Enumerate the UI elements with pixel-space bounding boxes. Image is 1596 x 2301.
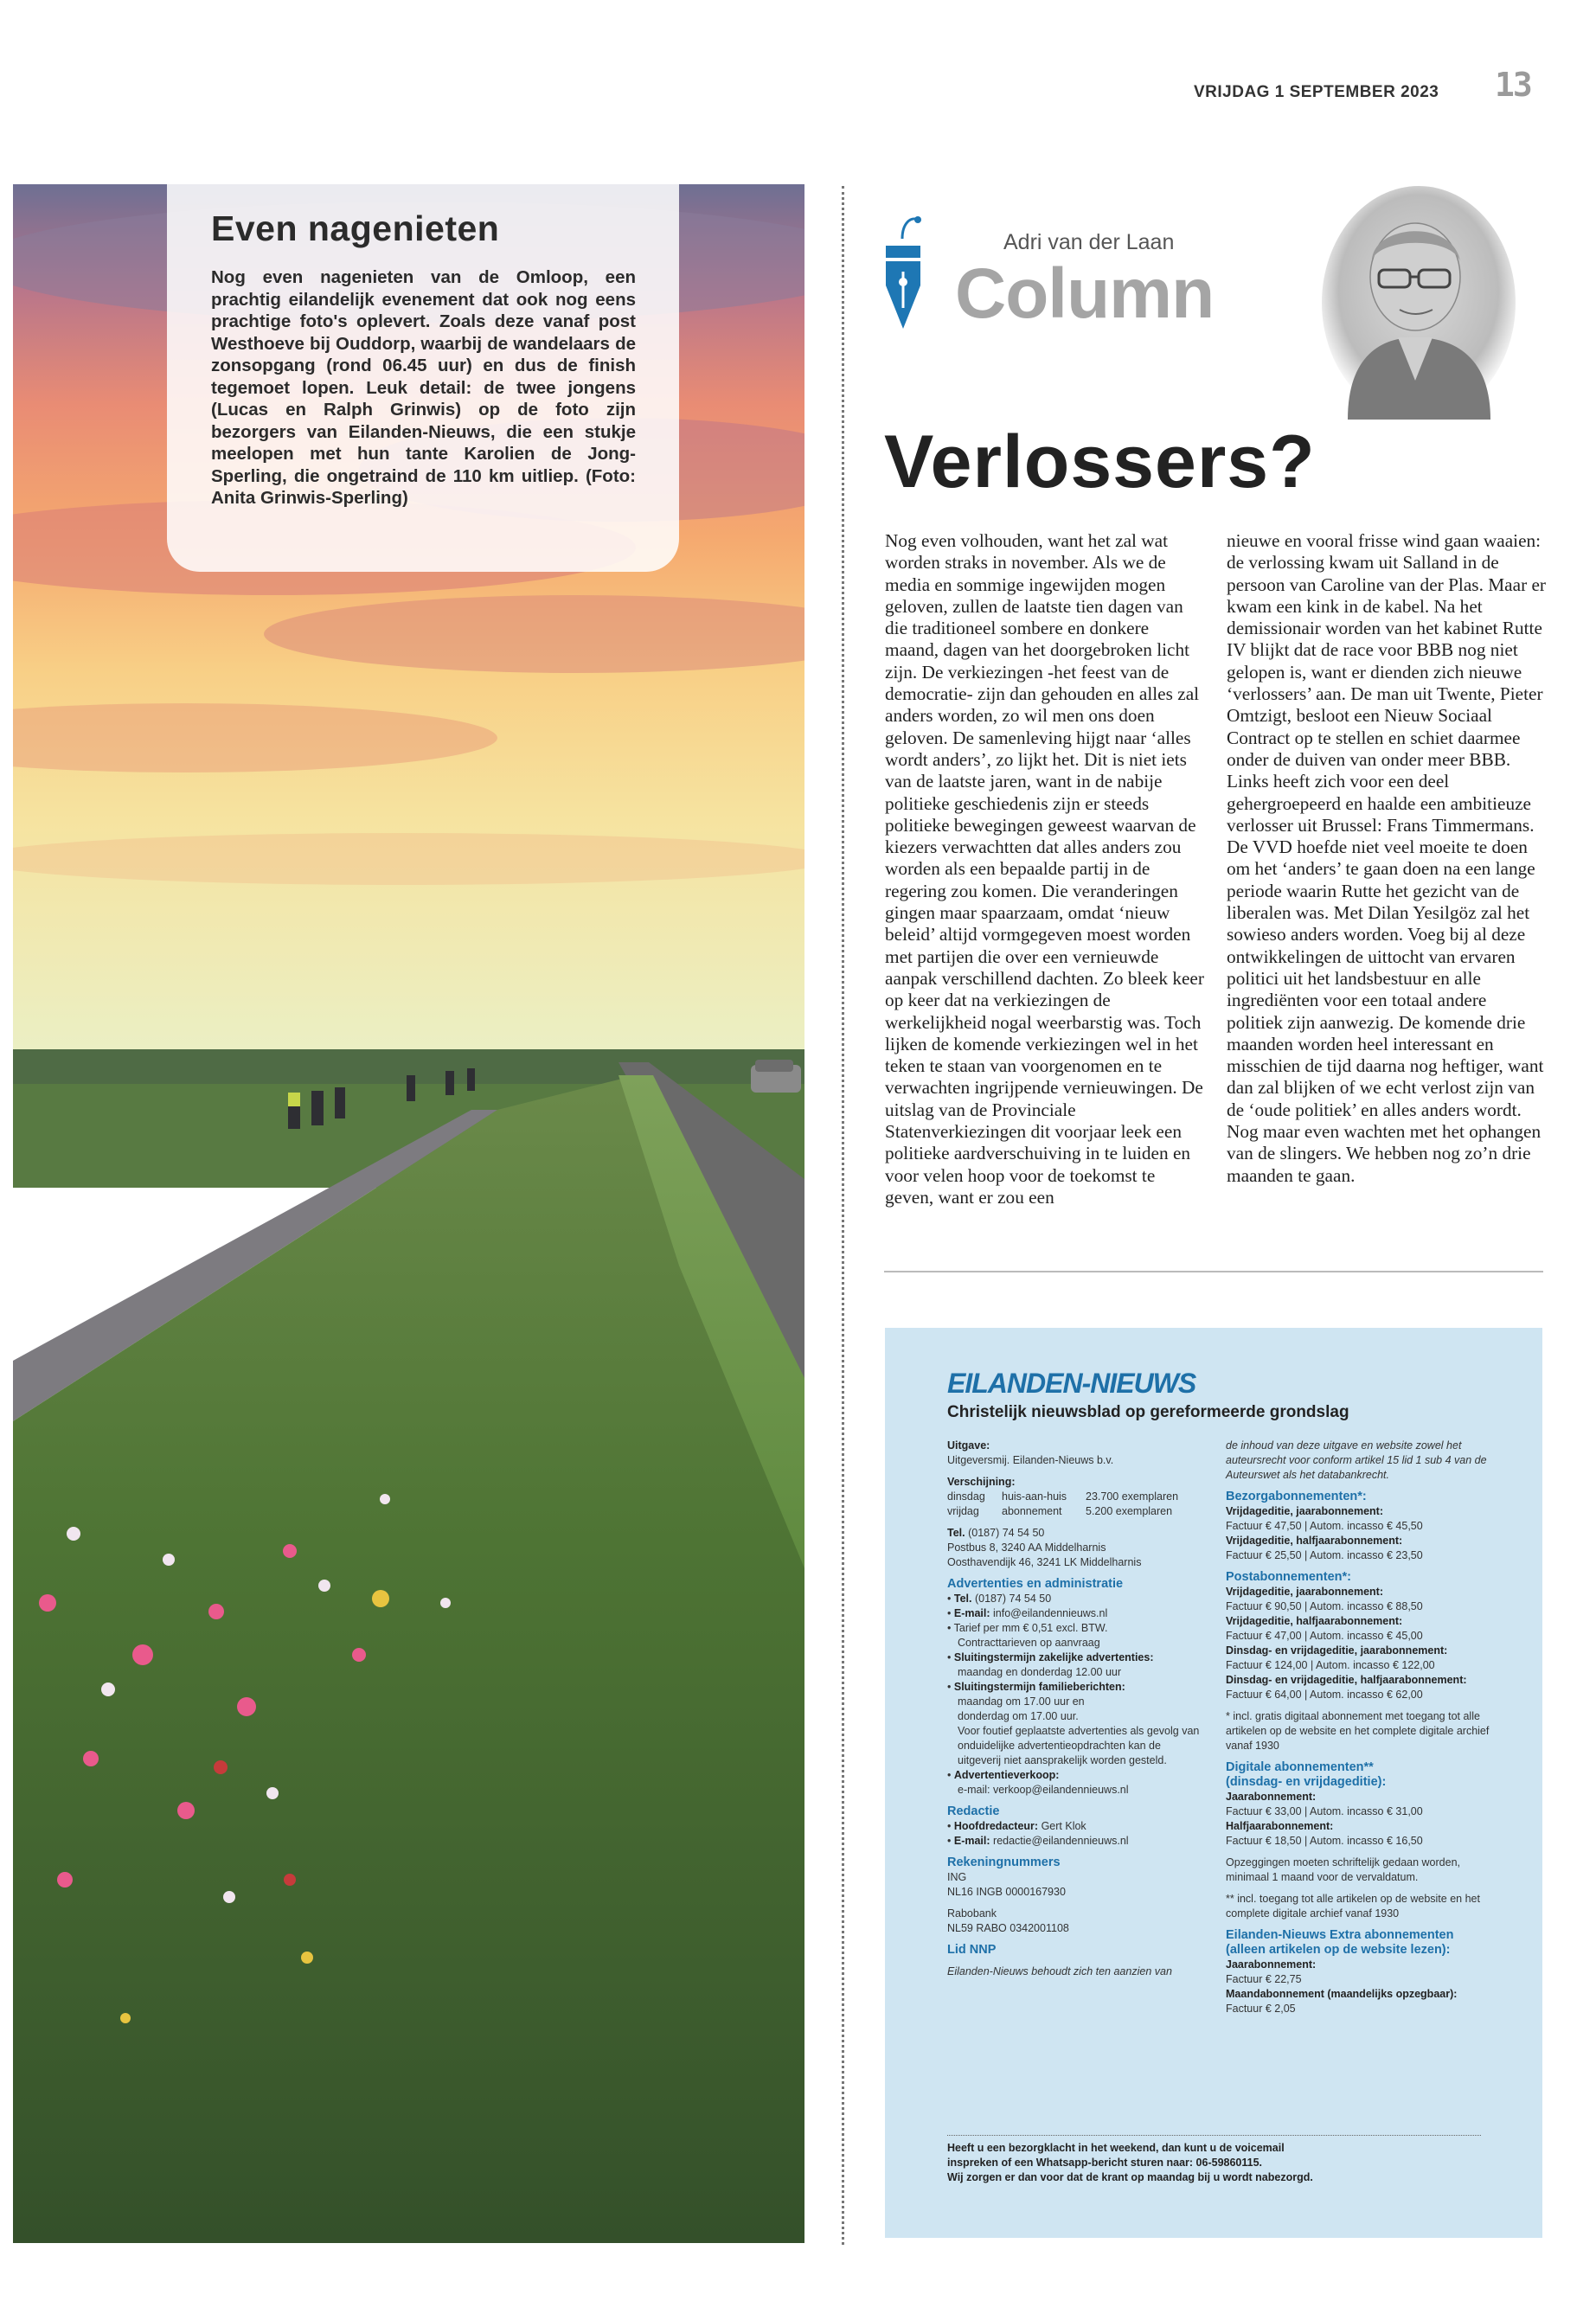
colophon-left-column: Uitgave: Uitgeversmij. Eilanden-Nieuws b.v. Verschijning: dinsdag huis-aan-huis 23.700 exemplaren vrijdag abonnement 5.200 exemplaren Tel. (0187) 74 54 50 Postbus 8, 3240 AA Middelharnis Oosthavendijk 46, 3241 LK Middelharnis Advertenties en administratie • Tel. (0187) 74 54 50 • E-mail: info@eilandennieuws.nl • Tarief per mm € 0,51 excl. BTW. Contracttarieven op aanvraag • Sluitingstermijn zakelijke advertenties: maandag en donderdag 12.00 uur • Sluitingstermijn familieberichten: maandag om 17.00 uur en donderdag om 17.00 uur. Voor foutief geplaatste advertenties als gevolg van onduidelijke advertentieopdrachten kan de uitgeverij niet aansprakelijk worden gesteld. • Advertentieverkoop: e-mail: verkoop@eilandennieuws.nl Redactie • Hoofdredacteur: Gert Klok • E-mail: redactie@eilandennieuws.nl Rekeningnummers ING NL16 INGB 0000167930 Rabobank NL59 RABO 0342001108 Lid NNP Eilanden-Nieuws behoudt zich ten aanzien van [947,1439,1207,1979]
adv-heading: Advertenties en administratie [947,1577,1124,1591]
uitgave-value: Uitgeversmij. Eilanden-Nieuws b.v. [947,1454,1114,1466]
brand-logo: EILANDEN-NIEUWS [947,1368,1196,1399]
caption-title: Even nagenieten [211,208,500,248]
colophon-right-column: de inhoud van deze uitgave en website zowel het auteursrecht voor conform artikel 15 lid 1 sub 4 van de Auteurswet als het databankrecht. Bezorgabonnementen*: Vrijdageditie, jaarabonnement: Factuur € 47,50 | Autom. incasso € 45,50 Vrijdageditie, halfjaarabonnement: Factuur € 25,50 | Autom. incasso € 23,50 Postabonnementen*: Vrijdageditie, jaarabonnement: Factuur € 90,50 | Autom. incasso € 88,50 Vrijdageditie, halfjaarabonnement: Factuur € 47,00 | Autom. incasso € 45,00 Dinsdag- en vrijdageditie, jaarabonnement: Factuur € 124,00 | Autom. incasso € 122,00 Dinsdag- en vrijdageditie, halfjaarabonnement: Factuur € 64,00 | Autom. incasso € 62,00 * incl. gratis digitaal abonnement met toegang tot alle artikelen op de website en het complete digitale archief vanaf 1930 Digitale abonnementen** (dinsdag- en vrijdageditie): Jaarabonnement: Factuur € 33,00 | Autom. incasso € 31,00 Halfjaarabonnement: Factuur € 18,50 | Autom. incasso € 16,50 Opzeggingen moeten schriftelijk gedaan worden, minimaal 1 maand voor de vervaldatum. ** incl. toegang tot alle artikelen op de website en het complete digitale archief vanaf 1930 Eilanden-Nieuws Extra abonnementen (alleen artikelen op de website lezen): Jaarabonnement: Factuur € 22,75 Maandabonnement (maandelijks opzegbaar): Factuur € 2,05 [1226,1439,1498,2016]
page-number: 13 [1495,66,1531,104]
verschijning-row: dinsdag huis-aan-huis 23.700 exemplaren [947,1490,1179,1503]
author-portrait [1322,182,1516,420]
redactie-heading: Redactie [947,1804,1000,1818]
verschijning-label: Verschijning: [947,1476,1016,1488]
photo-caption-box [167,184,679,572]
bezorg-heading: Bezorgabonnementen*: [1226,1490,1367,1503]
page-date: VRIJDAG 1 SEPTEMBER 2023 [1194,83,1439,101]
fountain-pen-icon [883,206,931,340]
adv-email-link[interactable]: info@eilandennieuws.nl [993,1607,1108,1619]
colophon-footer: Heeft u een bezorgklacht in het weekend, dan kunt u de voicemail inspreken of een Whatsapp-bericht sturen naar: 06-59860115. Wij zorgen er dan voor dat de krant op maandag bij u wordt nabezorgd. [947,2142,1313,2183]
nnp-heading: Lid NNP [947,1943,997,1957]
digitaal-heading: Digitale abonnementen** (dinsdag- en vrijdageditie): [1226,1760,1387,1789]
address-line: Oosthavendijk 46, 3241 LK Middelharnis [947,1556,1142,1568]
uitgave-label: Uitgave: [947,1439,990,1452]
column-headline: Verlossers? [884,420,1316,503]
nnp-text: Eilanden-Nieuws behoudt zich ten aanzien van [947,1965,1172,1977]
tel-label: Tel. [947,1527,965,1539]
extra-heading: Eilanden-Nieuws Extra abonnementen (alleen artikelen op de website lezen): [1226,1928,1454,1957]
rekening-heading: Rekeningnummers [947,1856,1061,1869]
column-author: Adri van der Laan [1003,230,1175,254]
rights-text: de inhoud van deze uitgave en website zowel het auteursrecht voor conform artikel 15 lid 1 sub 4 van de Auteurswet als het databankrecht. [1226,1439,1487,1481]
verkoop-email-link[interactable]: e-mail: verkoop@eilandennieuws.nl [958,1784,1129,1796]
brand-subtitle: Christelijk nieuwsblad op gereformeerde grondslag [947,1403,1349,1421]
tel-value: (0187) 74 54 50 [968,1527,1045,1539]
column-text-right: nieuwe en vooral frisse wind gaan waaien: de verlossing kwam uit Salland in de persoon van Caroline van der Plas. Maar er kwam een kink in de kabel. Na het demissionair worden van het kabinet Rutte IV blijkt dat de race voor BBB nog niet gelopen is, want er dienden zich nieuwe ‘verlossers’ aan. De man uit Twente, Pieter Omtzigt, besloot een Nieuw Sociaal Contract op te stellen en schiet daarmee onder de duiven van onder meer BBB. Links heeft zich voor een deel gehergroepeerd en haalde een ambitieuze verlosser uit Brussel: Frans Timmermans. De VVD hoefde niet veel moeite te doen om het ‘anders’ te gaan doen na een lange periode waarin Rutte het gezicht van de liberalen was. Met Dilan Yesilgöz zal het sowieso anders worden. Voeg bij al deze ontwikkelingen de uittocht van ervaren politici uit het landsbestuur en alle ingrediënten voor een totaal andere politiek zijn aanwezig. De komende drie maanden worden heel interessant en misschien de tijd daarna nog heftiger, want dan zal blijken of we echt verlost zijn van de ‘oude politiek’ en alles anders wordt. Nog maar even wachten met het ophangen van de slingers. We hebben nog zo’n drie maanden te gaan. [1227,530,1547,1186]
column-divider [842,186,844,2245]
section-divider [884,1271,1543,1272]
address-line: Postbus 8, 3240 AA Middelharnis [947,1541,1106,1554]
column-label: Column [955,254,1215,333]
caption-text: Nog even nagenieten van de Omloop, een prachtig eilandelijk evenement dat ook nog eens prachtige foto's oplevert. Zoals deze vanaf post Westhoeve bij Ouddorp, waarbij de wandelaars de zonsopgang (rond 06.45 uur) en dus de finish tegemoet lopen. Leuk detail: de twee jongens (Lucas en Ralph Grinwis) op de foto zijn bezorgers van Eilanden-Nieuws, die een stukje meelopen met hun tante Karolien de Jong-Sperling, die ongetraind de 110 km uitliep. (Foto: Anita Grinwis-Sperling) [211,267,636,508]
colophon-footer-divider [947,2135,1481,2136]
redactie-email-link[interactable]: redactie@eilandennieuws.nl [993,1835,1129,1847]
column-text-left: Nog even volhouden, want het zal wat worden straks in november. Als we de media en sommige ingewijden mogen geloven, zullen de laatste tien dagen van die traditioneel sombere en donkere maand, dagen van het doorgebroken licht zijn. De verkiezingen -het feest van de democratie- zijn dan gehouden en alles zal anders worden, zo wil men ons doen geloven. De samenleving hijgt naar ‘alles wordt anders’, zo lijkt het. Dit is niet iets van de laatste jaren, want in de nabije politieke geschiedenis zijn er steeds politieke bewegingen geweest waarvan de kiezers verwachtten dat alles anders zou worden als een bepaalde partij in de regering zou komen. Die veranderingen gingen maar spaarzaam, omdat ‘nieuw beleid’ altijd vormgegeven moest worden met partijen die over een vernieuwde aanpak verschillend dachten. Zo bleek keer op keer dat na verkiezingen de werkelijkheid nogal weerbarstig was. Toch lijken de komende verkiezingen wel in het teken te staan van voorgenomen en te verwachten ingrijpende vernieuwingen. De uitslag van de Provinciale Statenverkiezingen dit voorjaar leek een politieke aardverschuiving in te luiden en voor velen hoop voor de toekomst te geven, want er zou een [885,530,1204,1208]
verschijning-row: vrijdag abonnement 5.200 exemplaren [947,1505,1173,1517]
post-heading: Postabonnementen*: [1226,1570,1352,1584]
